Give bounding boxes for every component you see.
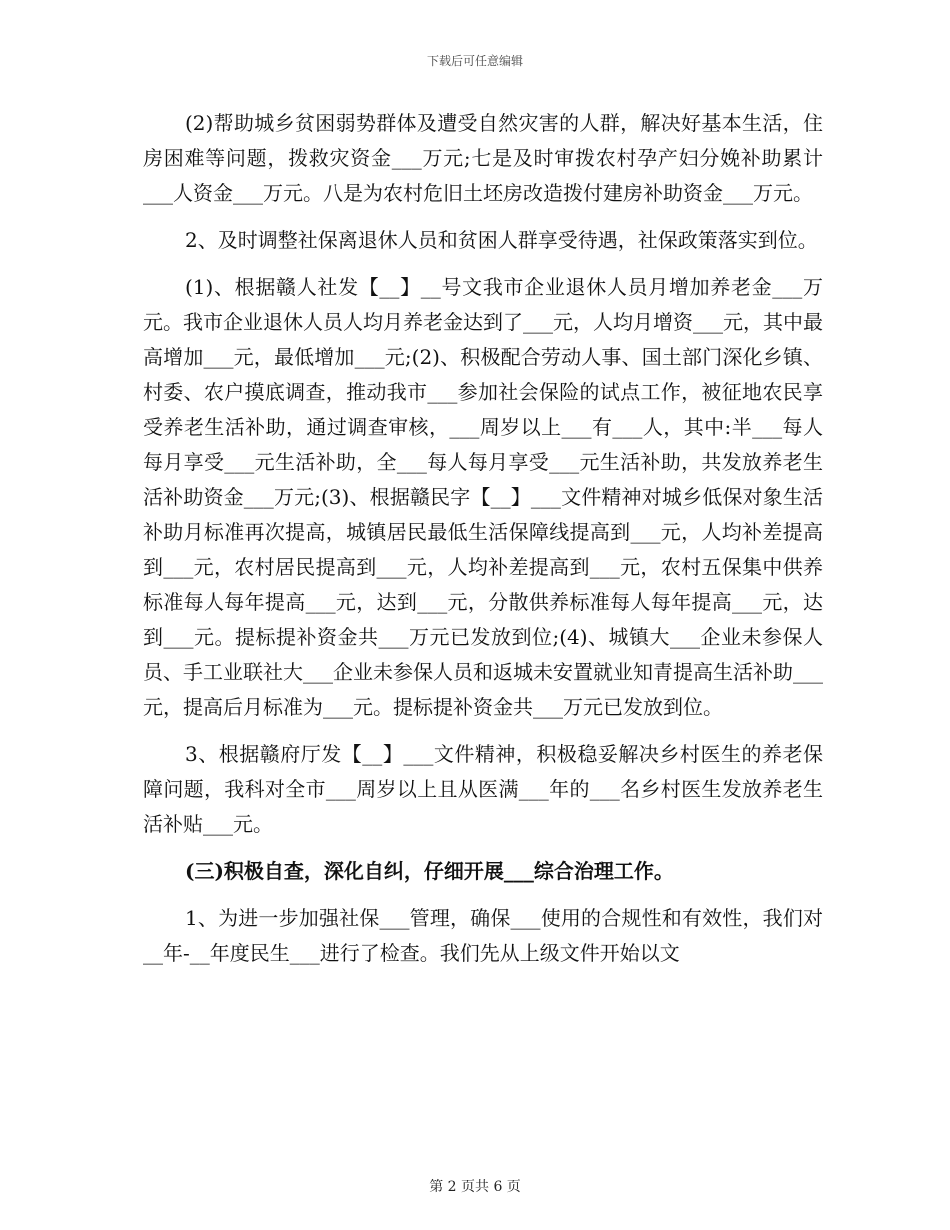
paragraph-social-security-adjustment: 2、及时调整社保离退休人员和贫困人群享受待遇，社保政策落实到位。 xyxy=(185,228,818,252)
page-footer: 第 2 页共 6 页 xyxy=(429,1179,521,1195)
paragraph-rural-doctors: 3、根据赣府厅发【__】___文件精神，积极稳妥解决乡村医生的养老保障问题，我科对全市___周岁以上且从医满___年的___名乡村医生发放养老生活补贴___元。 xyxy=(143,742,823,836)
paragraph-disaster-relief: (2)帮助城乡贫困弱势群体及遭受自然灾害的人群，解决好基本生活，住房困难等问题，拨救灾资金___万元;七是及时审拨农村孕产妇分娩补助累计___人资金___万元。八是为农村危旧土坯房改造拨付建房补助资金___万元。 xyxy=(143,111,823,205)
document-body xyxy=(143,106,823,971)
section-heading-self-inspection: (三)积极自查，深化自纠，仔细开展___综合治理工作。 xyxy=(185,859,674,883)
page-header: 下载后可任意编辑 xyxy=(426,54,523,68)
paragraph-pension-details: (1)、根据赣人社发【__】__号文我市企业退休人员月增加养老金___万元。我市企业退休人员人均月养老金达到了___元，人均月增资___元，其中最高增加___元，最低增加___元;(2)、积极配合劳动人事、国土部门深化乡镇、村委、农户摸底调查，推动我市___参加社会保险的试点工作，被征地农民享受养老生活补助，通过调查审核，___周岁以上___有___人，其中:半___每人每月享受___元生活补助，全___每人每月享受___元生活补助，共发放养老生活补助资金___万元;(3)、根据赣民字【__】___文件精神对城乡低保对象生活补助月标准再次提高，城镇居民最低生活保障线提高到___元，人均补差提高到___元，农村居民提高到___元，人均补差提高到___元，农村五保集中供养标准每人每年提高___元，达到___元，分散供养标准每人每年提高___元，达到___元。提标提补资金共___万元已发放到位;(4)、城镇大___企业未参保人员、手工业联社大___企业未参保人员和返城未安置就业知青提高生活补助___元，提高后月标准为___元。提标提补资金共___万元已发放到位。 xyxy=(143,275,823,719)
paragraph-inspection: 1、为进一步加强社保___管理，确保___使用的合规性和有效性，我们对__年-__年度民生___进行了检查。我们先从上级文件开始以文 xyxy=(143,906,823,965)
